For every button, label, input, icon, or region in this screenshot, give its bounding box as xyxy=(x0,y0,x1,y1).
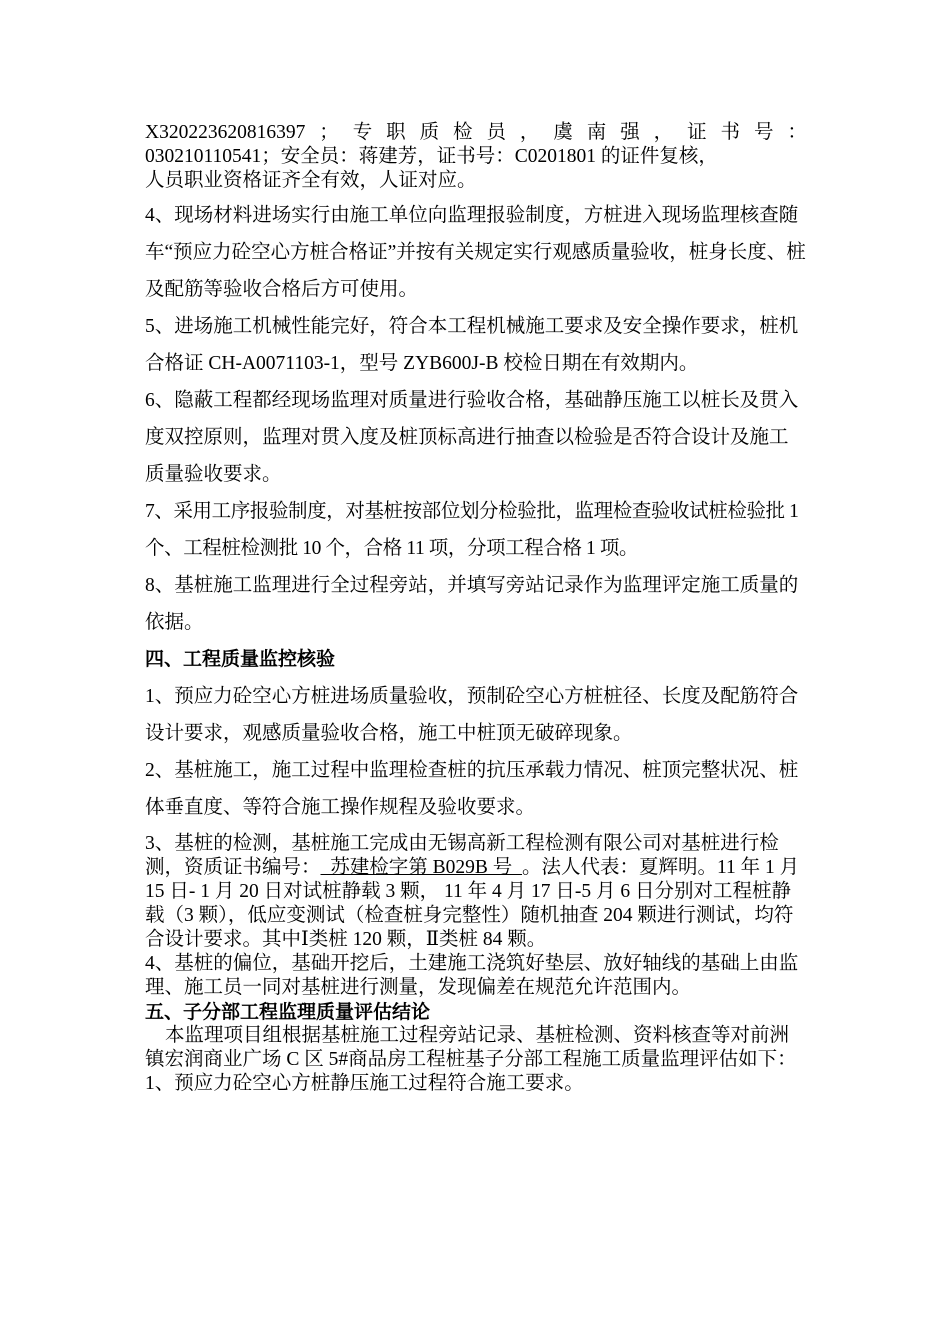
section-4-item-4: 4、基桩的偏位，基础开挖后，土建施工浇筑好垫层、放好轴线的基础上由监理、施工员一同对基桩进行测量，发现偏差在规范允许范围内。 xyxy=(145,953,799,998)
cert-line-2: 030210110541；安全员：蒋建芳，证书号：C0201801 的证件复核， xyxy=(145,146,718,167)
item-5-machinery: 5、进场施工机械性能完好，符合本工程机械施工要求及安全操作要求，桩机合格证 CH-A0071103-1，型号 ZYB600J-B 校检日期在有效期内。 xyxy=(145,316,799,374)
section-4-heading: 四、工程质量监控核验 xyxy=(145,648,336,670)
cert-line-1: X320223620816397 ； 专 职 质 检 员 ， 虞 南 强 ， 证 书 号 ： xyxy=(145,122,807,143)
item-4-material-inspection: 4、现场材料进场实行由施工单位向监理报验制度，方桩进入现场监理核查随车“预应力砼空心方桩合格证”并按有关规定实行观感质量验收，桩身长度、桩及配筋等验收合格后方可使用。 xyxy=(145,205,806,300)
section-4-item-2: 2、基桩施工，施工过程中监理检查桩的抗压承载力情况、桩顶完整状况、桩体垂直度、等符合施工操作规程及验收要求。 xyxy=(145,760,799,818)
section-5-intro: 本监理项目组根据基桩施工过程旁站记录、基桩检测、资料核查等对前洲镇宏润商业广场 C 区 5#商品房工程桩基子分部工程施工质量监理评估如下： xyxy=(145,1025,797,1070)
item-8-supervision: 8、基桩施工监理进行全过程旁站，并填写旁站记录作为监理评定施工质量的依据。 xyxy=(145,575,799,633)
certificate-paragraph xyxy=(145,121,807,193)
document-page xyxy=(145,121,807,1096)
item-6-concealed-works: 6、隐蔽工程都经现场监理对质量进行验收合格，基础静压施工以桩长及贯入度双控原则，监理对贯入度及桩顶标高进行抽查以检验是否符合设计及施工质量验收要求。 xyxy=(145,390,799,485)
section-4-item-3: 3、基桩的检测，基桩施工完成由无锡高新工程检测有限公司对基桩进行检测，资质证书编号： 苏建检字第 B029B 号 。法人代表：夏辉明。11 年 1 月 15 日- 1 月 20 日对试桩静载 3 颗， 11 年 4 月 17 日-5 月 6 日分别对工程桩静载（3 颗），低应变测试（检查桩身完整性）随机抽查 204 颗进行测试，均符合设计要求。其中Ⅰ类桩 120 颗，Ⅱ类桩 84 颗。 xyxy=(145,833,800,950)
item-7-inspection-batches: 7、采用工序报验制度，对基桩按部位划分检验批，监理检查验收试桩检验批 1 个、工程桩检测批 10 个，合格 11 项，分项工程合格 1 项。 xyxy=(145,501,799,559)
section-5-item-1: 1、预应力砼空心方桩静压施工过程符合施工要求。 xyxy=(145,1073,584,1094)
section-5-heading: 五、子分部工程监理质量评估结论 xyxy=(145,1001,431,1023)
certificate-number: 苏建检字第 B029B 号 xyxy=(320,857,523,878)
cert-line-3: 人员职业资格证齐全有效，人证对应。 xyxy=(145,170,477,191)
section-4-item-1: 1、预应力砼空心方桩进场质量验收，预制砼空心方桩桩径、长度及配筋符合设计要求，观感质量验收合格，施工中桩顶无破碎现象。 xyxy=(145,686,799,744)
